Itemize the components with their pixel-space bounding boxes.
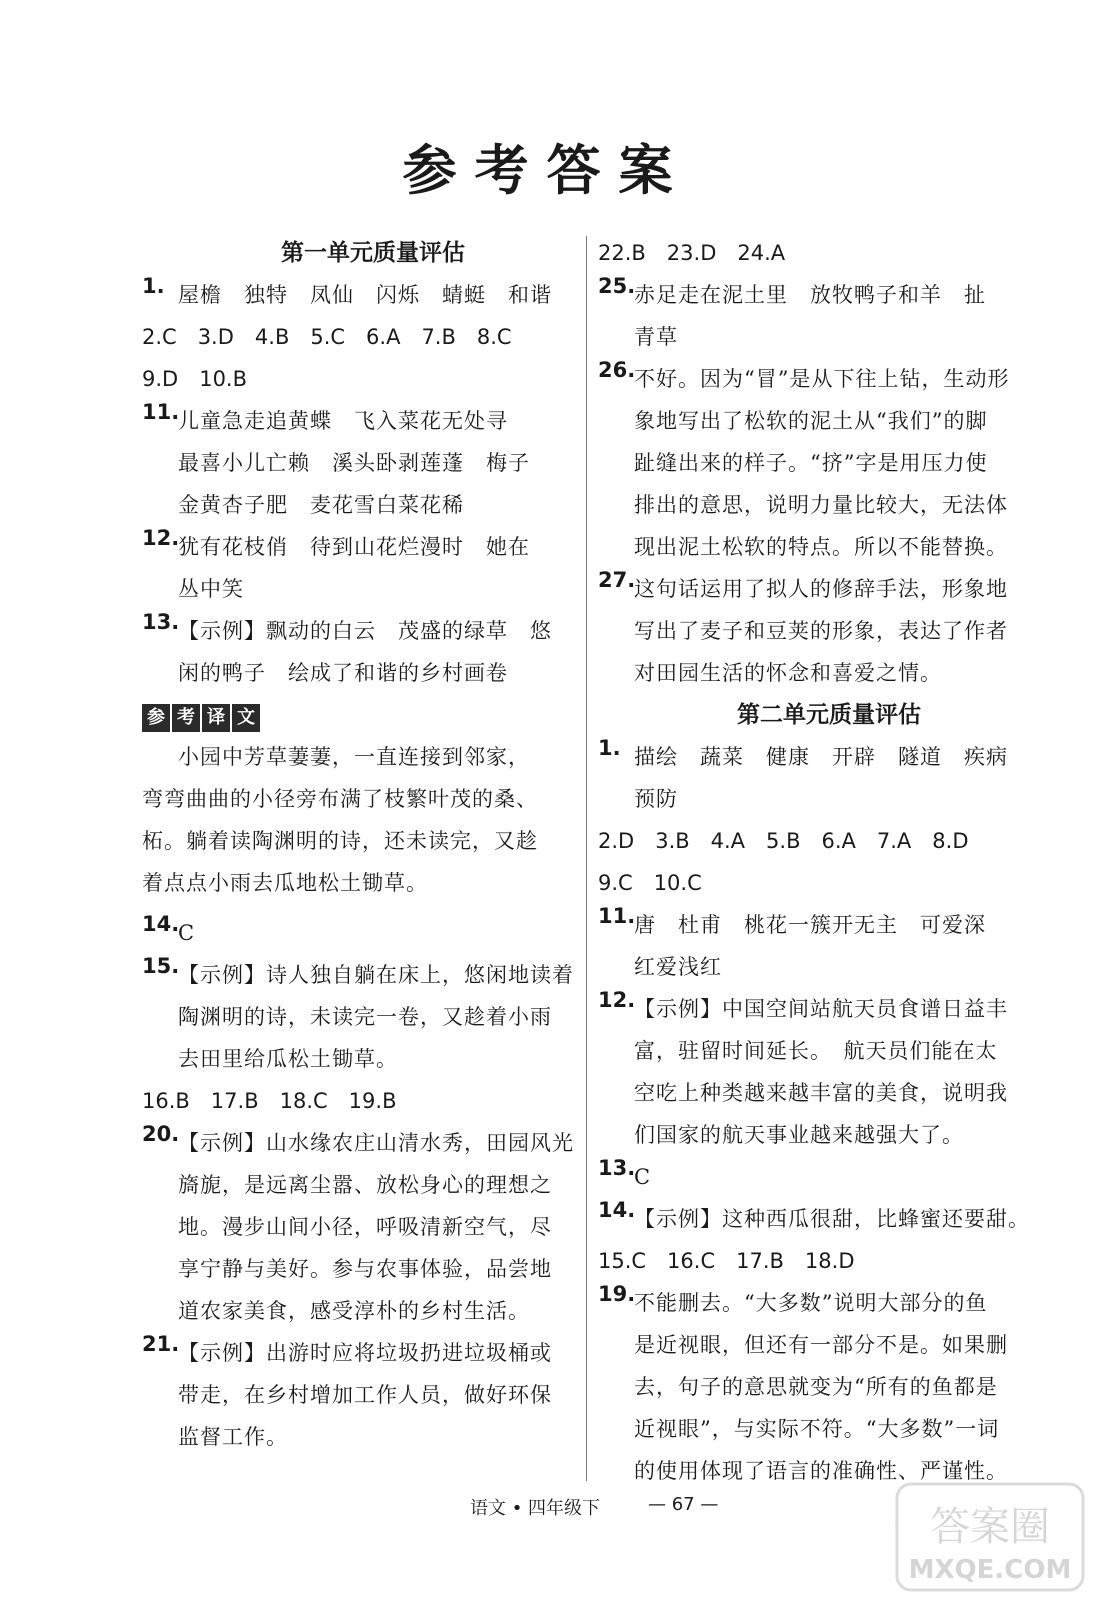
answer-line: 屋檐 独特 凤仙 闪烁 蜻蜓 和谐 xyxy=(178,283,552,307)
translation-paragraph xyxy=(142,736,574,904)
multiple-choice-block-2 xyxy=(142,1080,574,1122)
answer-2-19 xyxy=(598,1282,1030,1492)
answer-line: 排出的意思，说明力量比较大，无法体 xyxy=(634,493,1008,517)
answer-number: 13. xyxy=(598,1156,636,1180)
answer-12 xyxy=(142,526,574,610)
answer-number: 1. xyxy=(598,736,621,760)
translation-line: 弯弯曲曲的小径旁布满了枝繁叶茂的桑、 xyxy=(142,787,538,811)
answer-line: 们国家的航天事业越来越强大了。 xyxy=(634,1123,964,1147)
answer-line: 赤足走在泥土里 放牧鸭子和羊 扯 xyxy=(634,283,986,307)
answer-number: 25. xyxy=(598,274,636,298)
answer-2-12 xyxy=(598,988,1030,1156)
answer-14 xyxy=(142,912,574,954)
answer-line: 近视眼”，与实际不符。“大多数”一词 xyxy=(634,1417,1000,1441)
badge-char: 参 xyxy=(142,704,170,732)
answer-line: 道农家美食，感受淳朴的乡村生活。 xyxy=(178,1299,530,1323)
answer-line: 描绘 蔬菜 健康 开辟 隧道 疾病 xyxy=(634,745,1008,769)
answer-line: 享宁静与美好。参与农事体验，品尝地 xyxy=(178,1257,552,1281)
page-number: — 67 — xyxy=(648,1494,719,1515)
watermark-logo-icon xyxy=(895,1482,1085,1592)
answer-number: 12. xyxy=(598,988,636,1012)
answer-line: 趾缝出来的样子。“挤”字是用压力使 xyxy=(634,451,988,475)
choice-line: 22.B 23.D 24.A xyxy=(598,241,786,265)
answer-number: 11. xyxy=(598,904,636,928)
answer-line: 【示例】飘动的白云 茂盛的绿草 悠 xyxy=(178,619,552,643)
answer-line: 【示例】山水缘农庄山清水秀，田园风光 xyxy=(178,1131,574,1155)
answer-line: 去田里给瓜松土锄草。 xyxy=(178,1047,398,1071)
answer-line: 富，驻留时间延长。 航天员们能在太 xyxy=(634,1039,998,1063)
choice-line: 2.D 3.B 4.A 5.B 6.A 7.A 8.D xyxy=(598,829,969,853)
answer-line: 这句话运用了拟人的修辞手法，形象地 xyxy=(634,577,1008,601)
translation-line: 小园中芳草萋萋，一直连接到邻家， xyxy=(178,745,530,769)
answer-number: 1. xyxy=(142,274,165,298)
answer-number: 21. xyxy=(142,1332,180,1356)
footer-subject: 语文 • 四年级下 xyxy=(470,1498,601,1519)
answer-line: 陶渊明的诗，未读完一卷，又趁着小雨 xyxy=(178,1005,552,1029)
answer-2-1 xyxy=(598,736,1030,820)
answer-20 xyxy=(142,1122,574,1332)
answer-line: 不能删去。“大多数”说明大部分的鱼 xyxy=(634,1291,988,1315)
answer-line: 是近视眼，但还有一部分不是。如果删 xyxy=(634,1333,1008,1357)
page-title: 参考答案 xyxy=(402,138,691,202)
answer-line: C xyxy=(178,921,196,945)
choice-line: 9.C 10.C xyxy=(598,871,702,895)
answer-line: 带走，在乡村增加工作人员，做好环保 xyxy=(178,1383,552,1407)
answer-line: 犹有花枝俏 待到山花烂漫时 她在 xyxy=(178,535,530,559)
column-divider xyxy=(586,236,587,1481)
answer-line: 写出了麦子和豆荚的形象，表达了作者 xyxy=(634,619,1008,643)
answer-25 xyxy=(598,274,1030,358)
answer-number: 26. xyxy=(598,358,636,382)
answer-line: 监督工作。 xyxy=(178,1425,288,1449)
answer-number: 14. xyxy=(598,1198,636,1222)
answer-line: 金黄杏子肥 麦花雪白菜花稀 xyxy=(178,493,464,517)
answer-1 xyxy=(142,274,574,316)
answer-line: 象地写出了松软的泥土从“我们”的脚 xyxy=(634,409,988,433)
choice-line: 15.C 16.C 17.B 18.D xyxy=(598,1249,855,1273)
answer-number: 20. xyxy=(142,1122,180,1146)
translation-line: 柘。躺着读陶渊明的诗，还未读完，又趁 xyxy=(142,829,538,853)
answer-2-13 xyxy=(598,1156,1030,1198)
answer-15 xyxy=(142,954,574,1080)
answer-number: 14. xyxy=(142,912,180,936)
svg-text:答案圈: 答案圈 xyxy=(930,1504,1050,1550)
answer-line: 去，句子的意思就变为“所有的鱼都是 xyxy=(634,1375,998,1399)
multiple-choice-block-1 xyxy=(142,316,574,400)
badge-char: 文 xyxy=(232,704,260,732)
answer-line: 唐 杜甫 桃花一簇开无主 可爱深 xyxy=(634,913,986,937)
answer-line: 不好。因为“冒”是从下往上钻，生动形 xyxy=(634,367,1010,391)
answer-13 xyxy=(142,610,574,694)
answer-26 xyxy=(598,358,1030,568)
answer-line: 青草 xyxy=(634,325,678,349)
answer-2-14 xyxy=(598,1198,1030,1240)
answer-line: 红爱浅红 xyxy=(634,955,722,979)
answer-21 xyxy=(142,1332,574,1458)
answer-27 xyxy=(598,568,1030,694)
answer-number: 15. xyxy=(142,954,180,978)
answer-line: 现出泥土松软的特点。所以不能替换。 xyxy=(634,535,1008,559)
answer-line: 丛中笑 xyxy=(178,577,244,601)
answer-line: 【示例】出游时应将垃圾扔进垃圾桶或 xyxy=(178,1341,552,1365)
multiple-choice-block-4 xyxy=(598,820,1030,904)
answer-line: 旖旎，是远离尘嚣、放松身心的理想之 xyxy=(178,1173,552,1197)
answer-line: 对田园生活的怀念和喜爱之情。 xyxy=(634,661,942,685)
choice-line: 16.B 17.B 18.C 19.B xyxy=(142,1089,397,1113)
answer-2-11 xyxy=(598,904,1030,988)
answer-line: 儿童急走追黄蝶 飞入菜花无处寻 xyxy=(178,409,508,433)
unit2-heading: 第二单元质量评估 xyxy=(737,702,921,728)
answer-11 xyxy=(142,400,574,526)
answer-line: 【示例】这种西瓜很甜，比蜂蜜还要甜。 xyxy=(634,1207,1030,1231)
translation-line: 着点点小雨去瓜地松土锄草。 xyxy=(142,871,428,895)
answer-line: 地。漫步山间小径，呼吸清新空气，尽 xyxy=(178,1215,552,1239)
answer-line: 的使用体现了语言的准确性、严谨性。 xyxy=(634,1459,1008,1483)
multiple-choice-block-5 xyxy=(598,1240,1030,1282)
choice-line: 2.C 3.D 4.B 5.C 6.A 7.B 8.C xyxy=(142,325,512,349)
answer-number: 12. xyxy=(142,526,180,550)
answer-number: 27. xyxy=(598,568,636,592)
answer-line: 最喜小儿亡赖 溪头卧剥莲蓬 梅子 xyxy=(178,451,530,475)
left-column xyxy=(142,232,574,1458)
answer-number: 11. xyxy=(142,400,180,424)
multiple-choice-block-3 xyxy=(598,232,1030,274)
choice-line: 9.D 10.B xyxy=(142,367,248,391)
badge-char: 译 xyxy=(202,704,230,732)
answer-line: C xyxy=(634,1165,652,1189)
answer-line: 【示例】诗人独自躺在床上，悠闲地读着 xyxy=(178,963,574,987)
reference-translation-badge xyxy=(142,704,260,732)
unit1-heading: 第一单元质量评估 xyxy=(281,240,465,266)
answer-number: 19. xyxy=(598,1282,636,1306)
answer-line: 空吃上种类越来越丰富的美食，说明我 xyxy=(634,1081,1008,1105)
answer-line: 【示例】中国空间站航天员食谱日益丰 xyxy=(634,997,1008,1021)
answer-line: 闲的鸭子 绘成了和谐的乡村画卷 xyxy=(178,661,508,685)
answer-line: 预防 xyxy=(634,787,678,811)
right-column xyxy=(598,232,1030,1492)
badge-char: 考 xyxy=(172,704,200,732)
svg-text:MXQE.COM: MXQE.COM xyxy=(908,1555,1072,1585)
answer-number: 13. xyxy=(142,610,180,634)
